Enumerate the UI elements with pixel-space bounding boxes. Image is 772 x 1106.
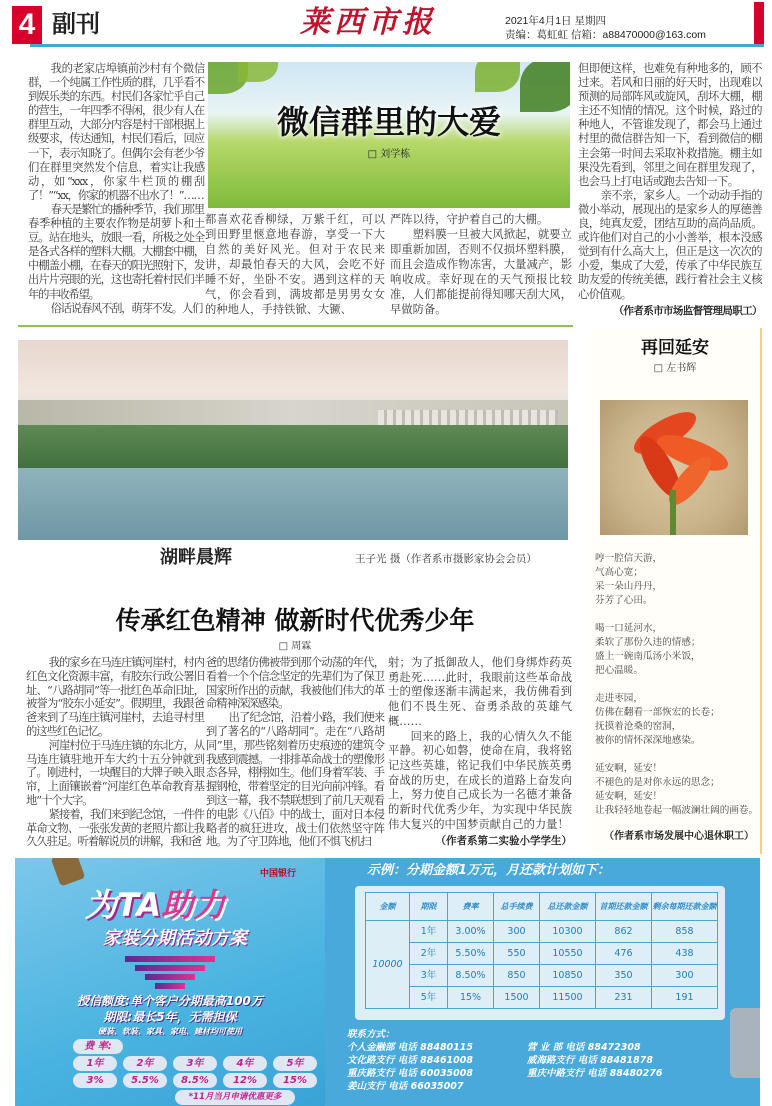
- repayment-table-box: [355, 886, 725, 1020]
- paragraph: 回来的路上，我的心情久久不能平静。初心如磐，使命在肩，我将铭记这些英雄，铭记我们中华民族英勇奋战的历史，在成长的道路上奋发向上，努力使自己成长为一名德才兼备的新时代优秀少年，为实现中华民族伟大复兴的中国梦贡献自己的力量！: [388, 729, 572, 831]
- ad-credit-line: 授信额度:单个客户分期最高100万: [77, 994, 263, 1008]
- table-cell: 10300: [540, 921, 596, 943]
- bank-advertisement: [15, 858, 760, 1106]
- header-divider: [30, 44, 764, 47]
- term-pill: 3年: [173, 1056, 217, 1071]
- table-row: [366, 987, 718, 1009]
- table-cell: 3年: [410, 965, 448, 987]
- paragraph: 爸的思绪仿佛被带到那个动荡的年代，看着一个个信念坚定的先辈们为了保卫国家所作出的贡献，我被他们伟大的革命精神深深感染。: [206, 656, 384, 711]
- table-cell: 862: [596, 921, 652, 943]
- paragraph: 但即便这样，也难免有种地多的，顾不过来。若风和日丽的好天时，出现难以预测的局部阵风或旋风，刮坏大棚，棚主还不知情的情况。这个时候，路过的种地人，不管谁发现了，都会马上通过村里的微信群告知一下，看到微信的棚主会第一时间去采取补救措施。棚主如果没先看到，邻里之间在群里发现了，也会马上打电话或跑去告知一下。: [578, 62, 762, 188]
- ad-promo-panel: [15, 858, 325, 1106]
- article-byline: （作者系市市场监督管理局职工）: [613, 304, 762, 317]
- table-header: 总手续费: [494, 893, 540, 921]
- contact-row: [347, 1067, 707, 1080]
- contact-row: [347, 1041, 707, 1054]
- contact-row: [347, 1080, 707, 1093]
- ad-subtitle: 家装分期活动方案: [103, 928, 247, 949]
- term-pill: 1年: [73, 1056, 117, 1071]
- ad-headline-part1: 为TA: [85, 886, 162, 924]
- poem-line: 盛上一碗南瓜汤小米饭，: [595, 651, 701, 662]
- table-cell: 850: [494, 965, 540, 987]
- table-row: [366, 921, 718, 943]
- rate-pill: 12%: [223, 1073, 267, 1088]
- ad-headline-part2: 助力: [161, 886, 226, 924]
- photo-credit: 王子光 摄（作者系市摄影家协会会员）: [355, 553, 537, 565]
- table-header: 费率: [448, 893, 494, 921]
- table-cell: 438: [652, 943, 718, 965]
- ad-repayment-panel: [325, 858, 760, 1106]
- article1-title: 微信群里的大爱: [276, 103, 501, 141]
- poem-line: 延安啊，延安！: [595, 763, 663, 774]
- paragraph: 春天是繁忙的播种季节，我们那里春季种植的主要农作物是胡萝卜和土豆。站在地头，放眼一看，所极之处全是各式各样的塑料大棚。大棚套中棚，中棚盖小棚，在春天的阳光照射下，发出片片亮眼的光，这也寄托着村民们半年的丰收希望。: [28, 202, 204, 301]
- poem-line: 抚摸着沧桑的窑洞，: [595, 721, 682, 732]
- poem-body: [595, 552, 758, 832]
- table-cell: 858: [652, 921, 718, 943]
- contact-item: 重庆中路支行 电话 88480276: [527, 1068, 663, 1079]
- paragraph: 俗话说春风不刮，萌芽不发。人们: [50, 301, 203, 315]
- poem-line: 仿佛在翻看一部恢宏的长卷；: [595, 707, 720, 718]
- poem-line: 把心温暖。: [595, 665, 643, 676]
- contact-label: 联系方式：: [347, 1029, 395, 1040]
- ad-contacts: [347, 1028, 707, 1093]
- poem-byline: （作者系市场发展中心退休职工）: [604, 831, 754, 842]
- table-row: [366, 965, 718, 987]
- rate-pill: 5.5%: [123, 1073, 167, 1088]
- article1-column-1: [28, 62, 204, 316]
- page-number: 4: [12, 6, 42, 44]
- repayment-table: [365, 892, 718, 1009]
- term-pill: 2年: [123, 1056, 167, 1071]
- fee-label: 费 率:: [73, 1039, 123, 1054]
- contact-item: 威海路支行 电话 88481878: [527, 1055, 653, 1066]
- amount-cell: 10000: [366, 921, 410, 1009]
- poem-stanza: [595, 762, 758, 818]
- contact-item: 营 业 部 电话 88472308: [527, 1042, 641, 1053]
- poem-line: 哼一腔信天游，: [595, 553, 663, 564]
- article1-column-2: [205, 212, 385, 317]
- poem-line: 走进枣园，: [595, 693, 643, 704]
- table-cell: 1年: [410, 921, 448, 943]
- table-cell: 300: [494, 921, 540, 943]
- table-cell: 5年: [410, 987, 448, 1009]
- poem-stanza: [595, 552, 758, 608]
- table-cell: 476: [596, 943, 652, 965]
- poem-line: 采一朵山丹丹，: [595, 581, 663, 592]
- table-cell: 191: [652, 987, 718, 1009]
- table-cell: 10550: [540, 943, 596, 965]
- rate-pill: 3%: [73, 1073, 117, 1088]
- table-cell: 5.50%: [448, 943, 494, 965]
- table-header: 首期还款金额: [596, 893, 652, 921]
- editor-info: 责编：葛虹虹 信箱：a88470000@163.com: [505, 29, 706, 41]
- table-cell: 300: [652, 965, 718, 987]
- header-accent-bar: [754, 2, 764, 44]
- rate-pill: 8.5%: [173, 1073, 217, 1088]
- contact-item: 重庆路支行 电话 60035008: [347, 1068, 473, 1079]
- ad-usage-line: 硬装、软装、家具、家电、建材均可使用: [98, 1027, 242, 1036]
- paragraph: 塑料膜一旦被大风掀起，就要立即重新加固，否则不仅损坏塑料膜，而且会造成作物冻害，大量减产，影响收成。幸好现在的天气预报比较准，人们都能提前得知哪天刮大风，早做防备。: [390, 228, 572, 316]
- table-cell: 350: [596, 965, 652, 987]
- article2-column-2: [206, 656, 384, 849]
- article1-column-3: [390, 212, 572, 317]
- poem-line: 让我轻轻地卷起一幅波澜壮阔的画卷。: [595, 805, 759, 816]
- article2-column-3: [388, 656, 572, 849]
- paragraph: 出了纪念馆，沿着小路，我们便来到了著名的“八路胡同”。走在“八路胡同”里，那些铭刻着历史痕迹的建筑令我感到震撼。一排排革命战士的塑像形态各异，栩栩如生。他们身着军装、手握钢枪，带着坚定的目光向前冲锋。看到这一幕，我不禁联想到了前几天观看的电影《八佰》中的战士，面对日本侵略者的疯狂进攻，战士们依然坚守阵地。为了守卫阵地，他们不惧飞机扫: [206, 711, 384, 849]
- article1-author: □ 刘学栋: [367, 149, 411, 160]
- paragraph: 紧接着，我们来到纪念馆，一件件革命文物、一张张发黄的老照片都让我久久驻足。听着解说员的讲解，我和爸: [26, 807, 204, 849]
- article2-title: 传承红色精神 做新时代优秀少年: [115, 606, 475, 635]
- poem-author: □ 左书辉: [653, 363, 697, 374]
- table-cell: 1500: [494, 987, 540, 1009]
- poem-line: 喝一口延河水，: [595, 623, 663, 634]
- paragraph: 严阵以待，守护着自己的大棚。: [390, 213, 549, 226]
- ad-example: 示例：分期金额1万元，月还款计划如下：: [367, 863, 611, 878]
- poem-line: 芬芳了心田。: [595, 595, 653, 606]
- table-cell: 15%: [448, 987, 494, 1009]
- article2-author: □ 周霖: [278, 641, 312, 652]
- table-header: 期限: [410, 893, 448, 921]
- ad-term-line: 期限:最长5年，无需担保: [103, 1010, 237, 1024]
- contact-item: 姜山支行 电话 66035007: [347, 1081, 464, 1092]
- article-byline: （作者系第二实验小学学生）: [435, 835, 572, 848]
- article1-banner-image: [208, 62, 570, 208]
- article2-column-1: [26, 656, 204, 849]
- table-header: 金额: [366, 893, 410, 921]
- table-cell: 8.50%: [448, 965, 494, 987]
- contact-item: 文化路支行 电话 88461008: [347, 1055, 473, 1066]
- paragraph: 都喜欢花香柳绿，万紫千红，可以到田野里惬意地春游，享受一下大自然的美好风光。但对于农民来讲，却最怕春天的大风，会吃不好睡不好，坐卧不安。遇到这样的天气，你会看到，满坡都是男男女女的种地人，手持铁锨、大镢、: [205, 213, 385, 316]
- section-divider: [18, 325, 573, 327]
- paragraph: 河崖村位于马连庄镇的东北方，从马连庄镇驻地开车大约十五分钟就到了。刚进村，一块醒目的大牌子映入眼帘，上面镶嵌着“河崖红色革命教育基地”十个大字。: [26, 738, 204, 807]
- poem-stanza: [595, 622, 758, 678]
- article1-column-4: [578, 62, 762, 318]
- paragraph: 射；为了抵御敌人，他们身绑炸药英勇赴死……此时，我眼前这些革命战士的塑像逐渐丰满起来，我仿佛看到他们不畏生死、奋勇杀敌的英雄气概……: [388, 656, 572, 728]
- table-header: 剩余每期还款金额: [652, 893, 718, 921]
- rate-pill: 15%: [273, 1073, 317, 1088]
- poem-line: 气高心宽；: [595, 567, 643, 578]
- paragraph: 我的老家店埠镇前沙村有个微信群，一个纯属工作性质的群，几乎看不到娱乐类的东西。村民们各家忙乎自己的营生，一年四季不得闲，很少有人在群里互动，大部分内容是村干部根据上级要求，传达通知，村民们看后，回应一下，表示知晓了。但偶尔会有老少爷们在群里突然发个信息，着实让我感动，如“xxx，你家牛栏顶的棚刮了！”“xx，你家的机器不出水了！”……: [28, 62, 204, 202]
- poem-title: 再回延安: [641, 338, 709, 358]
- lily-flower-image: [600, 400, 748, 535]
- paragraph: 亲不亲，家乡人。一个动动手指的微小举动，展现出的是家乡人的厚德善良，纯真友爱，团结互助的高尚品质。或许他们对自己的小小善举，根本没感觉到有什么高大上，但正是这一次次的小爱，集成了大爱，传承了中华民族互助友爱的传统美德，践行着社会主义核心价值观。: [578, 188, 762, 301]
- issue-info: [505, 14, 706, 42]
- table-row: [366, 943, 718, 965]
- poem-line: 延安啊，延安！: [595, 791, 663, 802]
- table-header: 总还款金额: [540, 893, 596, 921]
- term-pill: 4年: [223, 1056, 267, 1071]
- table-cell: 11500: [540, 987, 596, 1009]
- term-pill: 5年: [273, 1056, 317, 1071]
- table-cell: 550: [494, 943, 540, 965]
- issue-date: 2021年4月1日 星期四: [505, 15, 606, 27]
- sofa-image: [730, 1008, 760, 1078]
- table-cell: 231: [596, 987, 652, 1009]
- contact-item: 个人金融部 电话 88480115: [347, 1042, 473, 1053]
- poem-sidebar: [590, 328, 762, 854]
- ad-headline: [85, 886, 225, 924]
- masthead-logo: 莱西市报: [300, 5, 436, 40]
- bank-logo: 中国银行: [260, 869, 297, 879]
- poem-stanza: [595, 692, 758, 748]
- ad-promo: *11月当月申请优惠更多: [175, 1090, 295, 1105]
- lakeside-photo: [18, 340, 568, 540]
- contact-row: [347, 1054, 707, 1067]
- poem-line: 被你的情怀深深地感染。: [595, 735, 701, 746]
- table-cell: 10850: [540, 965, 596, 987]
- poem-line: 柔软了那份久违的情感；: [595, 637, 701, 648]
- table-cell: 2年: [410, 943, 448, 965]
- poem-line: 不褪色的是对你永远的思念；: [595, 777, 720, 788]
- paragraph: 我的家乡在马连庄镇河崖村，村内红色文化资源丰富，有胶东行政公署旧址、“八路胡同”等一批红色革命旧址，被誉为“胶东小延安”。假期里，我跟爸爸来到了马连庄镇河崖村，去追寻村里的这些红色记忆。: [26, 656, 204, 738]
- table-cell: 3.00%: [448, 921, 494, 943]
- photo-caption: 湖畔晨辉: [160, 547, 232, 568]
- section-title: 副刊: [52, 10, 100, 38]
